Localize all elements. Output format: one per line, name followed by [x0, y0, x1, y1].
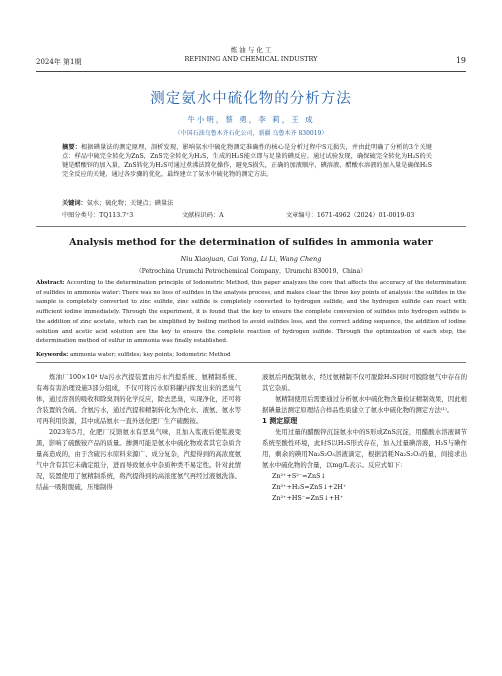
keywords-en-text: ammonia water; sulfides; key points; Iodometric Method — [69, 352, 231, 358]
journal-name-en: REFINING AND CHEMICAL INDUSTRY — [184, 55, 318, 63]
body-paragraph: 2023年5月，化肥厂反馈氨水有恶臭气味，且加入浆液后使浆液变黑，影响了硫酸铵产品的质量。掺测可能是氨水中硫化物或者其它杂质含量高造成的，由于含硫污水原料来源广、成分复杂，汽提得到的高浓度氨气中含有其它未确定组分，进而导致氨水中杂质种类不易定性。针对此情况，装置使用了氨精制系统，将汽提得到的高浓度氨气再经过液氨洗涤、结晶一吸附脱硫，压缩制得 — [36, 428, 241, 491]
authors-en: Niu Xiaojuan, Cai Yong, Li Li, Wang Cheng — [180, 255, 322, 263]
abstract-en-label: Abstract: — [36, 280, 65, 286]
body-paragraph: 液氨后再配制氨水，经过氨精制不仅可脱除H₂S同时可脱除氨气中存在的其它杂质。 — [262, 373, 467, 392]
reaction-equation: Zn²⁺+H₂S=ZnS↓+2H⁺ — [272, 483, 347, 491]
body-paragraph: 氨精制使用后需要通过分析氨水中硫化物含量检证精制效果，因此根据碘量法测定原理结合样品性质建立了氨水中硫化物的测定方法⁽¹⁾。 — [262, 395, 467, 414]
classification-line — [62, 210, 432, 219]
keywords-cn-text: 氨水；硫化物；关键点；碘量法 — [86, 200, 174, 207]
authors-cn: 牛小明，蔡 勇，李 莉，王 成 — [187, 115, 315, 124]
section-heading: 1 测定原理 — [262, 417, 298, 425]
abstract-cn-text: 根据碘量法的测定原理，剖析发现，影响氨水中硫化物测定准确性的核心是分析过程中S元损失，并由此明确了分析的3个关键点：样品中硫完全转化为ZnS，ZnS完全转化为H₂S，生成的H₂S能立即与足量的碘反应。通过试验发现，确保硫完全转化为H₂S的关键是醋酸锌的加入量，ZnS转化为H₂S可通过煮沸法简化操作，避免S损失，正确的加液顺序，碘溶液、醋酸水溶液的加入量是确保H₂S完全反应的关键，通过各步骤的优化，最终建立了氨水中硫化物的测定方法。 — [62, 144, 432, 179]
body-column-left — [36, 372, 241, 493]
article-title-cn: 测定氨水中硫化物的分析方法 — [150, 91, 352, 107]
divider — [36, 362, 466, 363]
document-code: 文献标识码：A — [182, 212, 224, 219]
abstract-cn-label: 摘要： — [62, 144, 82, 151]
journal-name — [36, 46, 466, 64]
body-column-right — [262, 372, 467, 504]
article-number: 文章编号：1671-4962（2024）01-0019-03 — [286, 212, 415, 219]
affiliation-en: （Petrochina Urumchi Petrochemical Company，Urumchi 830019，China） — [135, 268, 367, 275]
clc-number: 中图分类号：TQ113.7⁺3 — [62, 212, 134, 219]
running-header — [36, 46, 466, 68]
journal-name-cn: 炼 油 与 化 工 — [230, 46, 272, 54]
keywords-cn-label: 关键词： — [62, 200, 87, 207]
page-number: 19 — [455, 56, 466, 65]
reaction-equation: Zn²⁺+S²⁻=ZnS↓ — [272, 472, 326, 480]
issue-label: 2024年 第1期 — [36, 58, 82, 66]
header-rule — [36, 71, 466, 72]
body-paragraph: 炼油厂100×10⁴ t/a污水汽提装置由污水汽提系统、氨精制系统、有毒有害治理设施3部分组成，不仅可将污水原料罐内挥发出来的恶臭气体，通过溶剂的吸收和除臭剂的化学反应，除去恶臭，实现净化，还可将含装置的含硫、含氨污水，通过汽提和精制转化为净化水、液氨、氨水等可再利用资源，其中成品氨水一直外送化肥厂生产硫酸铵。 — [36, 373, 241, 425]
affiliation-cn: （中国石油乌鲁木齐石化公司，新疆 乌鲁木齐 830019） — [174, 130, 328, 137]
abstract-en-text: According to the determination principle of Iodometric Method, this paper analyzes the core that affects the accuracy of the determination of sulfides in ammonia water: There was no loss of sulfides in the analysis process, and makes clear the three key points of analysis: the sulfides in the sample is completely converted to zinc sulfide, zinc sulfide is completely converted to hydrogen sulfide, and the hydrogen sulfide can react with sufficient iodine immediately. Through the experiment, it is found that the key to ensure the complete conversion of sulfides into hydrogen sulfide is the addition of zinc acetate, which can be simplified by boiling method to avoid sulfides loss, and the correct adding sequence, the addition of iodine solution and acetic acid solution are the key to ensure the complete reaction of hydrogen sulfide. Through the optimization of each step, the determination method of sulfur in ammonia was finally established. — [36, 280, 467, 345]
abstract-cn — [62, 143, 432, 179]
body-paragraph: 先用过量的醋酸锌沉淀氨水中的S形成ZnS沉淀，用醋酸水溶液调节系统至酸性环境，此时S以H₂S形式存在，加入过量碘溶液，H₂S与碘作用，剩余的碘用Na₂S₂O₃溶液滴定，根据消耗Na₂S₂O₃的量，间接求出氨水中硫化物的含量，以mg/L表示。反应式如下： — [262, 428, 467, 469]
divider — [36, 226, 466, 227]
article-title-en: Analysis method for the determination of sulfides in ammonia water — [69, 237, 433, 248]
reaction-equation: Zn²⁺+HS⁻=ZnS↓+H⁺ — [272, 494, 344, 502]
abstract-en — [36, 279, 466, 347]
keywords-en-label: Keywords: — [36, 352, 69, 358]
keywords-en — [36, 352, 466, 358]
keywords-cn — [62, 198, 432, 207]
